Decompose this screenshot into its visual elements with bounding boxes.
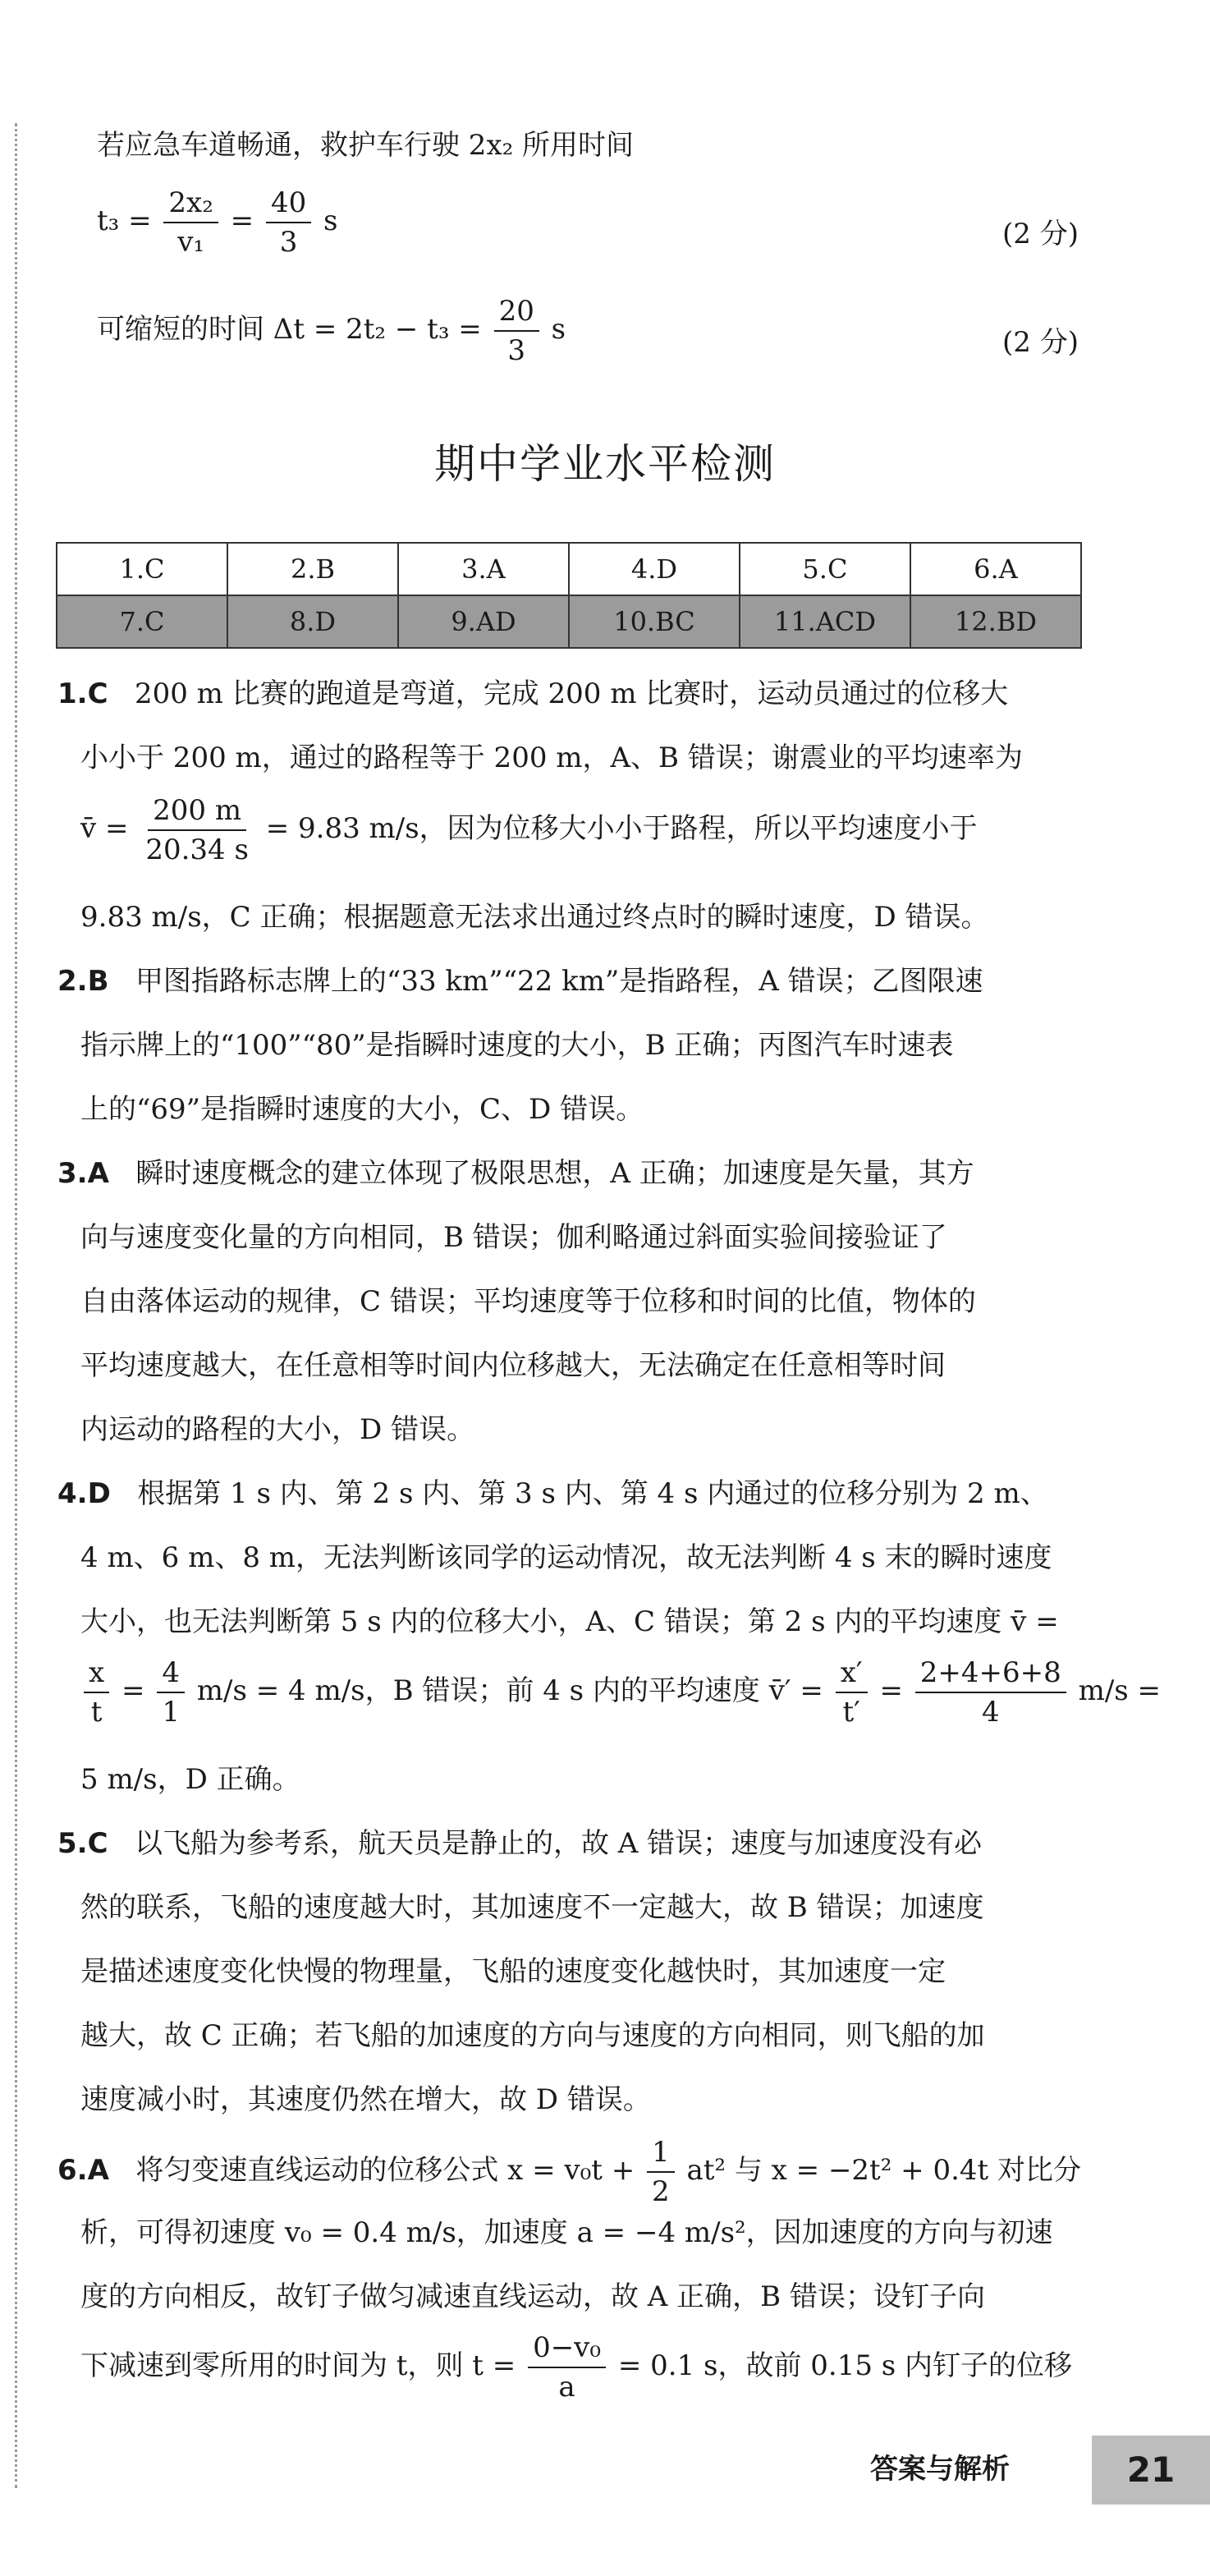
q4-line (57, 1477, 1084, 1510)
question-label: 3.A (57, 1157, 109, 1190)
answer-cell: 3.A (398, 543, 569, 595)
fraction-num: 4 (157, 1659, 185, 1693)
fraction-num: 40 (266, 189, 311, 223)
fraction-den: 4 (981, 1696, 1000, 1729)
points-label: (2 分) (1002, 326, 1079, 359)
q2-line: 上的“69”是指瞬时速度的大小，C、D 错误。 (80, 1093, 644, 1126)
answer-cell: 12.BD (910, 595, 1081, 648)
unit: s (551, 313, 566, 346)
answer-cell: 11.ACD (740, 595, 910, 648)
q6-line (57, 2138, 1084, 2206)
q6-line: 析，可得初速度 v₀ = 0.4 m/s，加速度 a = −4 m/s²，因加速度的方向与初速 (80, 2216, 1053, 2249)
text-line: 若应急车道畅通，救护车行驶 2x₂ 所用时间 (97, 129, 635, 162)
t3-equation (97, 186, 1082, 259)
answer-cell: 1.C (57, 543, 227, 595)
answer-row (57, 595, 1081, 648)
q5-line: 速度减小时，其速度仍然在增大，故 D 错误。 (80, 2083, 651, 2116)
q-text: = 9.83 m/s，因为位移大小小于路程，所以平均速度小于 (265, 812, 978, 845)
answer-cell: 2.B (227, 543, 398, 595)
fraction-num: 0−v₀ (528, 2334, 606, 2368)
q3-line: 自由落体运动的规律，C 错误；平均速度等于位移和时间的比值，物体的 (80, 1285, 976, 1318)
q3-line: 平均速度越大，在任意相等时间内位移越大，无法确定在任意相等时间 (80, 1349, 946, 1382)
fraction (266, 186, 311, 259)
question-label: 4.D (57, 1477, 111, 1510)
fraction (163, 186, 218, 259)
q4-line: 大小，也无法判断第 5 s 内的位移大小，A、C 错误；第 2 s 内的平均速度 v̄ = (80, 1605, 1059, 1638)
fraction-den: 20.34 s (145, 833, 249, 866)
fraction-den: 1 (162, 1696, 180, 1729)
fraction-den: t (90, 1696, 103, 1729)
question-label: 1.C (57, 677, 108, 710)
fraction-num: 20 (494, 297, 539, 332)
answer-cell: 10.BC (569, 595, 740, 648)
equals: = (121, 1674, 145, 1707)
fraction-den: t′ (842, 1696, 860, 1729)
fraction (84, 1656, 109, 1729)
fraction (140, 794, 254, 866)
q-text: 下减速到零所用的时间为 t，则 t = (80, 2349, 516, 2382)
dt-text: 可缩短的时间 Δt = 2t₂ − t₃ = (97, 313, 482, 346)
q-text: = 0.1 s，故前 0.15 s 内钉子的位移 (617, 2349, 1073, 2382)
q3-line: 向与速度变化量的方向相同，B 错误；伽利略通过斜面实验间接验证了 (80, 1221, 947, 1254)
fraction (647, 2138, 675, 2206)
q2-line: 指示牌上的“100”“80”是指瞬时速度的大小，B 正确；丙图汽车时速表 (80, 1029, 954, 1062)
fraction-num: 1 (647, 2138, 675, 2173)
answer-table (56, 542, 1082, 649)
q5-line: 然的联系，飞船的速度越大时，其加速度不一定越大，故 B 错误；加速度 (80, 1891, 984, 1924)
answer-cell: 7.C (57, 595, 227, 648)
fraction-num: 2x₂ (163, 189, 218, 223)
answer-cell: 9.AD (398, 595, 569, 648)
section-title: 期中学业水平检测 (434, 440, 776, 488)
answer-cell: 8.D (227, 595, 398, 648)
vbar: v̄ = (80, 812, 129, 845)
fraction-den: v₁ (177, 226, 205, 259)
points-label: (2 分) (1002, 218, 1079, 250)
fraction-den: a (558, 2371, 575, 2404)
q3-line (57, 1157, 1084, 1190)
fraction-num: x′ (836, 1659, 868, 1693)
t3-lhs: t₃ = (97, 204, 152, 237)
q-text: m/s = 4 m/s，B 错误；前 4 s 内的平均速度 v̄′ = (196, 1674, 823, 1707)
q4-formula-line (80, 1656, 1162, 1729)
q2-line (57, 965, 1084, 998)
q-text: 瞬时速度概念的建立体现了极限思想，A 正确；加速度是矢量，其方 (135, 1157, 974, 1190)
question-label: 5.C (57, 1827, 108, 1860)
q1-line (57, 677, 1084, 710)
page-number: 21 (1092, 2436, 1210, 2505)
q-text: 200 m 比赛的跑道是弯道，完成 200 m 比赛时，运动员通过的位移大 (134, 677, 1009, 710)
q-text: 甲图指路标志牌上的“33 km”“22 km”是指路程，A 错误；乙图限速 (135, 965, 983, 998)
answer-cell: 4.D (569, 543, 740, 595)
question-label: 6.A (57, 2154, 109, 2187)
q4-line: 4 m、6 m、8 m，无法判断该同学的运动情况，故无法判断 4 s 末的瞬时速度 (80, 1541, 1052, 1574)
answer-cell: 5.C (740, 543, 910, 595)
unit: s (323, 204, 338, 237)
fraction-den: 3 (279, 226, 298, 259)
fraction-num: 200 m (148, 797, 246, 831)
q5-line: 是描述速度变化快慢的物理量，飞船的速度变化越快时，其加速度一定 (80, 1955, 946, 1988)
fraction (157, 1656, 185, 1729)
q5-line: 越大，故 C 正确；若飞船的加速度的方向与速度的方向相同，则飞船的加 (80, 2019, 985, 2052)
answer-row (57, 543, 1081, 595)
equals: = (879, 1674, 903, 1707)
fraction (836, 1656, 868, 1729)
q-text: at² 与 x = −2t² + 0.4t 对比分 (686, 2154, 1081, 2187)
q-text: 根据第 1 s 内、第 2 s 内、第 3 s 内、第 4 s 内通过的位移分别为 2 m、 (137, 1477, 1048, 1510)
dt-equation (97, 297, 1082, 365)
q4-line: 5 m/s，D 正确。 (80, 1763, 300, 1796)
equals: = (230, 204, 254, 237)
q-text: 将匀变速直线运动的位移公式 x = v₀t + (135, 2154, 635, 2187)
q3-line: 内运动的路程的大小，D 错误。 (80, 1413, 475, 1446)
fraction-num: x (84, 1659, 109, 1693)
fraction (528, 2331, 606, 2404)
fraction-den: 2 (652, 2175, 670, 2208)
q-text: 以飞船为参考系，航天员是静止的，故 A 错误；速度与加速度没有必 (134, 1827, 983, 1860)
q5-line (57, 1827, 1084, 1860)
question-label: 2.B (57, 965, 109, 998)
q1-line: 小小于 200 m，通过的路程等于 200 m，A、B 错误；谢震业的平均速率为 (80, 742, 1023, 774)
q1-formula-line (80, 794, 1082, 866)
q1-line: 9.83 m/s，C 正确；根据题意无法求出通过终点时的瞬时速度，D 错误。 (80, 901, 989, 934)
answer-cell: 6.A (910, 543, 1081, 595)
q6-formula-line (80, 2331, 1082, 2404)
fraction-den: 3 (507, 334, 526, 367)
fraction-num: 2+4+6+8 (915, 1659, 1066, 1693)
fraction (494, 297, 539, 365)
q6-line: 度的方向相反，故钉子做匀减速直线运动，故 A 正确，B 错误；设钉子向 (80, 2280, 985, 2313)
q-text: m/s = (1078, 1674, 1162, 1707)
footer-label: 答案与解析 (870, 2453, 1010, 2486)
fraction (915, 1656, 1066, 1729)
